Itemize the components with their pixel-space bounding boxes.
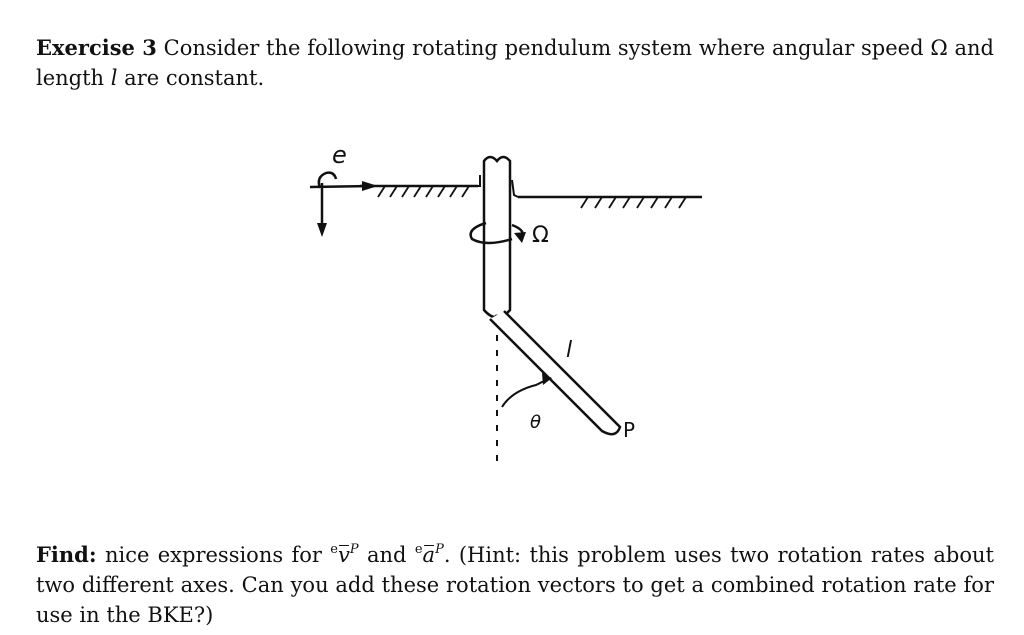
ceiling-hatching-right [581, 197, 686, 208]
hint-text: . (Hint: this problem uses two rotation rates about two different axes. Can you add these rotation vectors to get a combined rotation rate for use in the BKE?) [36, 543, 994, 627]
theta-label: θ [530, 412, 542, 433]
length-label: l [566, 338, 573, 363]
find-label: Find: [36, 542, 97, 567]
theta-angle-arc [502, 379, 548, 407]
pendulum-rod [490, 311, 620, 434]
frame-e-down-arrowhead [317, 223, 327, 237]
exercise-label: Exercise 3 [36, 35, 157, 60]
find-text: nice expressions for [104, 543, 322, 567]
frame-e-right-arrowhead [362, 181, 378, 191]
omega-symbol: Ω [930, 36, 948, 60]
ceiling-step-left [470, 175, 480, 186]
find-paragraph [36, 540, 994, 630]
rotating-pendulum-diagram [290, 135, 710, 470]
acceleration-vector-symbol: a [423, 540, 436, 570]
frame-e-axes [310, 141, 378, 237]
length-symbol: l [110, 66, 118, 90]
frame-e-label: e [332, 141, 347, 169]
point-superscript-v: P [349, 542, 359, 557]
point-superscript-a: P [435, 542, 444, 557]
ceiling-hatching-left [378, 186, 469, 197]
exercise-tail: are constant. [124, 66, 265, 90]
exercise-paragraph [36, 33, 994, 93]
find-and-word: and [366, 543, 407, 567]
exercise-and-text: and length [36, 36, 995, 90]
point-p-label: P [623, 418, 636, 442]
omega-label: Ω [532, 223, 549, 248]
velocity-vector-symbol: v [338, 540, 350, 570]
frame-superscript-a: e [414, 542, 423, 557]
rotating-shaft [484, 157, 510, 318]
frame-superscript-v: e [330, 542, 338, 557]
exercise-intro: Consider the following rotating pendulum system where angular speed [163, 36, 924, 60]
ceiling-step-right [512, 180, 518, 197]
rotation-arrowhead [514, 232, 526, 243]
